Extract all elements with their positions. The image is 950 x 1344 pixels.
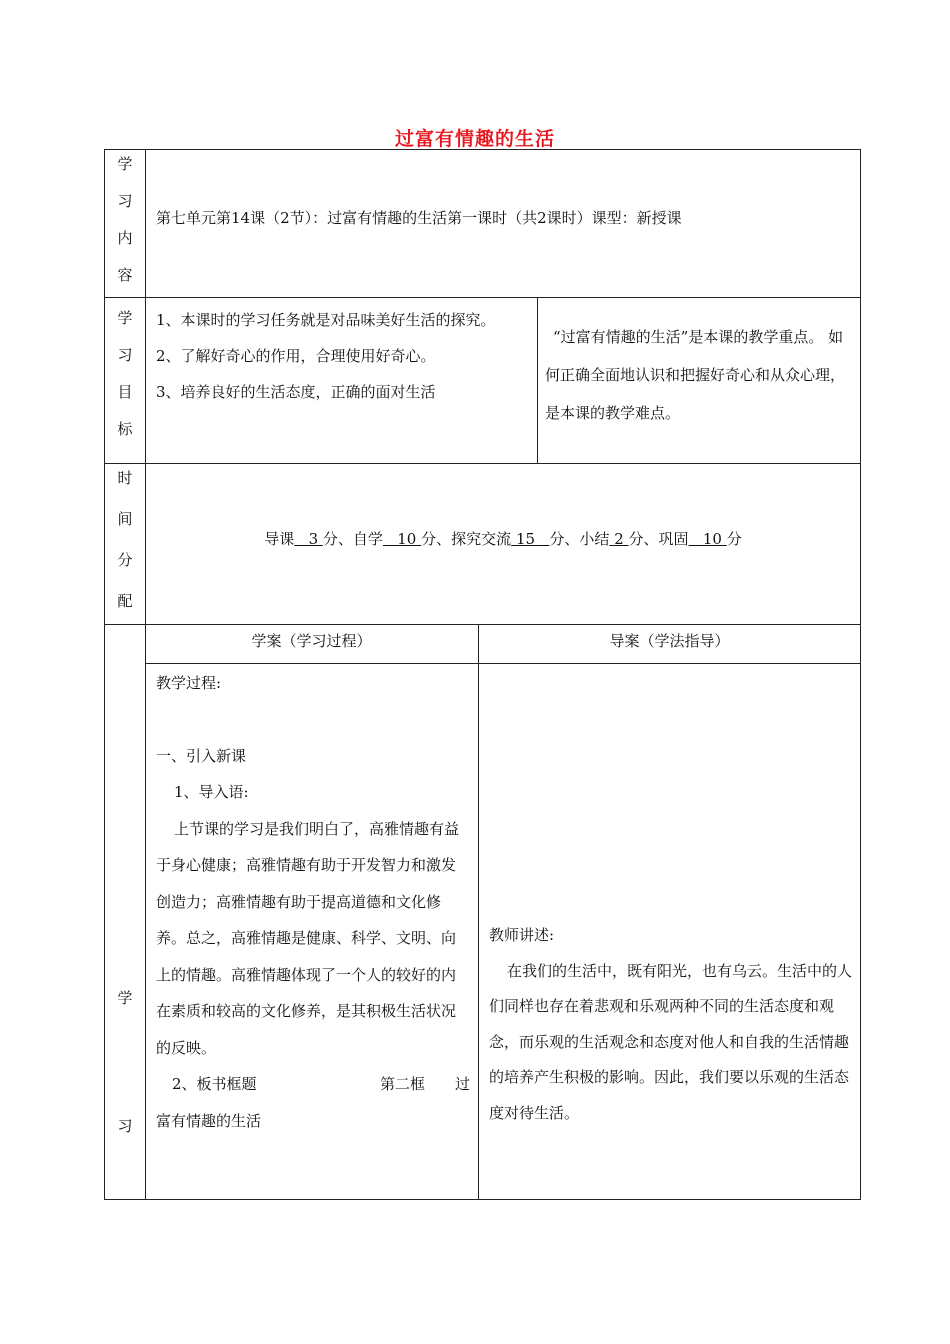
time-unit: 分 <box>549 530 565 548</box>
time-allocation <box>145 528 861 549</box>
content-label <box>105 146 145 294</box>
row-divider <box>104 297 861 298</box>
process-heading: 教学过程: <box>156 674 222 692</box>
goals-list <box>156 302 508 410</box>
teacher-paragraph: 在我们的生活中，既有阳光，也有乌云。生活中的人们同样也存在着悲观和乐观两种不同的生活态度和观念，而乐观的生活观念和态度对他人和自我的生活情趣的培养产生积极的影响。因此，我们要以乐观的生活态度对待生活。 <box>489 961 853 1122</box>
label-char: 习 <box>117 1117 133 1135</box>
header-divider <box>145 663 861 664</box>
study-right-header: 导案（学法指导） <box>609 632 730 650</box>
label-char: 习 <box>117 192 133 210</box>
board-title-continued: 富有情趣的生活 <box>156 1111 262 1130</box>
time-part-value: 3 <box>308 530 319 548</box>
study-column-divider <box>478 624 479 1200</box>
label-char: 目 <box>117 383 133 401</box>
label-char: 内 <box>117 229 133 247</box>
time-part-name: 巩固 <box>658 530 689 548</box>
step-heading: 一、引入新课 <box>156 746 247 765</box>
study-left-header: 学案（学习过程） <box>251 632 372 650</box>
time-unit: 分 <box>322 530 338 548</box>
row-divider <box>104 624 861 625</box>
study-label <box>105 978 145 1146</box>
time-part-name: 自学 <box>352 530 383 548</box>
separator: 、 <box>337 530 353 548</box>
row-divider <box>104 463 861 464</box>
time-unit: 分 <box>726 530 742 548</box>
content-text: 第七单元第14课（2节）：过富有情趣的生活第一课时（共2课时）课型：新授课 <box>156 209 682 227</box>
label-char: 习 <box>117 346 133 364</box>
substep-heading: 1、导入语: <box>174 783 249 801</box>
separator: 、 <box>436 530 452 548</box>
separator: 、 <box>564 530 580 548</box>
label-char: 配 <box>117 592 133 610</box>
time-label <box>105 458 145 622</box>
label-char: 时 <box>117 469 133 487</box>
board-title-part: 第二框 过 <box>379 1075 470 1093</box>
page-title: 过富有情趣的生活 <box>394 128 555 150</box>
goal-item: 3、培养良好的生活态度，正确的面对生活 <box>156 383 436 401</box>
goals-focus: “过富有情趣的生活”是本课的教学重点。 如何正确全面地认识和把握好奇心和从众心理，是本课的教学难点。 <box>545 328 846 422</box>
label-char: 学 <box>117 155 133 173</box>
goals-column-divider <box>537 297 538 463</box>
label-char: 容 <box>117 266 133 284</box>
separator: 、 <box>643 530 659 548</box>
time-part-name: 探究交流 <box>451 530 512 548</box>
time-part-name: 小结 <box>579 530 610 548</box>
time-part-value: 10 <box>397 530 417 548</box>
time-part-value: 2 <box>614 530 624 548</box>
study-left-content <box>156 665 470 1139</box>
time-part-value: 10 <box>702 530 722 548</box>
study-right-content <box>489 918 853 1131</box>
goal-item: 1、本课时的学习任务就是对品味美好生活的探究。 <box>156 311 496 329</box>
time-part-name: 导课 <box>264 530 295 548</box>
goals-label <box>105 300 145 448</box>
time-part-value: 15 <box>515 530 536 548</box>
goal-item: 2、了解好奇心的作用，合理使用好奇心。 <box>156 347 436 365</box>
label-column-divider <box>145 149 146 1200</box>
label-char: 学 <box>117 309 133 327</box>
label-char: 分 <box>117 551 133 569</box>
label-char: 学 <box>117 989 133 1007</box>
label-char: 间 <box>117 510 133 528</box>
time-unit: 分 <box>421 530 437 548</box>
label-char: 标 <box>117 420 133 438</box>
substep-heading: 2、板书框题 <box>172 1075 257 1093</box>
intro-paragraph: 上节课的学习是我们明白了，高雅情趣有益于身心健康；高雅情趣有助于开发智力和激发创造力；高雅情趣有助于提高道德和文化修养。总之，高雅情趣是健康、科学、文明、向上的情趣。高雅情趣体现了一个人的较好的内在素质和较高的文化修养，是其积极生活状况的反映。 <box>156 819 460 1057</box>
time-unit: 分 <box>628 530 644 548</box>
teacher-heading: 教师讲述: <box>489 926 555 944</box>
